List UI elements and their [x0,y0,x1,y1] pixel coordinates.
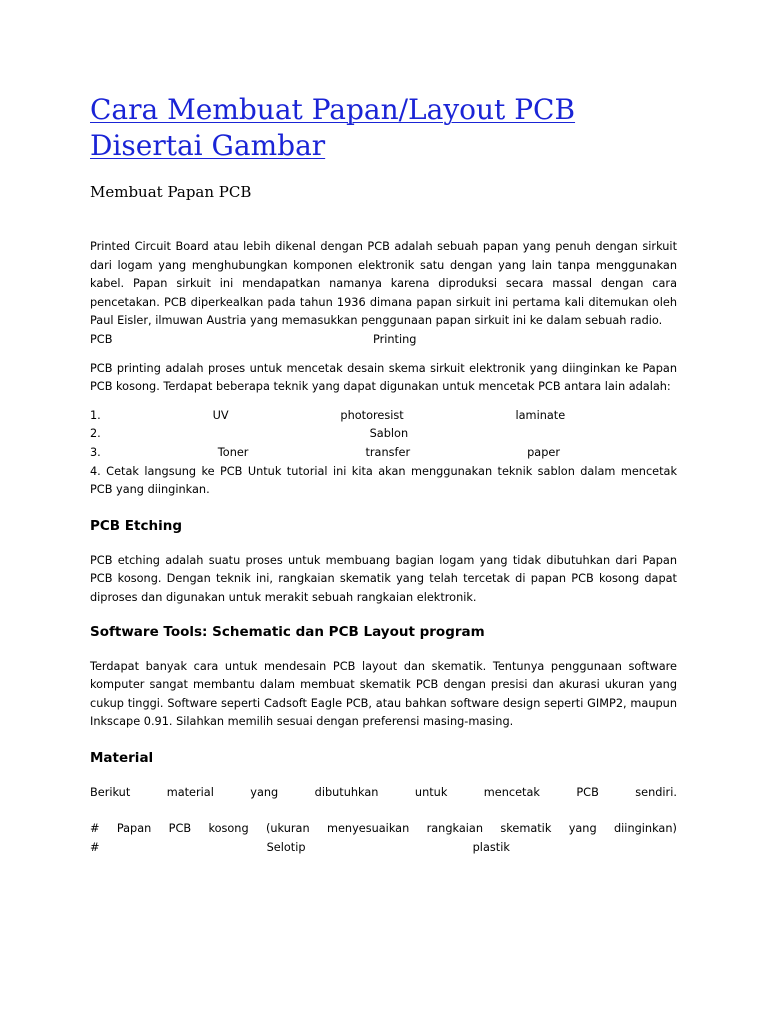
material-word: yang [568,822,597,836]
material-word: (ukuran [265,822,310,836]
word-printing: Printing [372,332,417,346]
list-word: laminate [515,408,566,422]
list-item [90,444,677,463]
material-word: mencetak [483,785,540,799]
intro-paragraph: Printed Circuit Board atau lebih dikenal dengan PCB adalah sebuah papan yang penuh dengan sirkuit dari logam yang menghubungkan komponen elektronik satu dengan yang lain tanpa menggunakan kabel. Papan sirkuit ini mendapatkan namanya karena diproduksi secara massal dengan cara pencetakan. PCB diperkealkan pada tahun 1936 dimana papan sirkuit ini pertama kali ditemukan oleh Paul Eisler, ilmuwan Austria yang memasukkan penggunaan papan sirkuit ini ke dalam sebuah radio. [90,240,677,328]
list-word: Toner [217,445,249,459]
article-subtitle: Membuat Papan PCB [90,183,252,201]
material-intro-line [90,784,677,803]
material-word: PCB [168,822,192,836]
material-heading: Material [90,749,154,766]
list-word: paper [527,445,560,459]
material-item-2 [90,839,677,858]
list-item [90,425,677,444]
material-word: plastik [472,841,510,855]
material-word: sendiri. [635,785,677,799]
pcb-printing-line [90,331,677,350]
bullet: # [90,841,100,855]
material-word: skematik [500,822,552,836]
software-paragraph: Terdapat banyak cara untuk mendesain PCB layout dan skematik. Tentunya penggunaan software komputer sangat membantu dalam membuat skematik PCB dengan presisi dan akurasi ukuran yang cukup tinggi. Software seperti Cadsoft Eagle PCB, atau bahkan software design seperti GIMP2, maupun Inkscape 0.91. Silahkan memilih sesuai dengan preferensi masing-masing. [90,659,677,729]
word-pcb: PCB [90,332,113,346]
etching-heading: PCB Etching [90,517,182,534]
bullet: # [90,822,100,836]
list-word: transfer [365,445,411,459]
list-number: 1. [90,408,101,422]
list-word: photoresist [340,408,404,422]
material-word: menyesuaikan [326,822,410,836]
article-title-link[interactable]: Cara Membuat Papan/Layout PCB Disertai Gambar [90,93,576,162]
material-word: untuk [414,785,448,799]
material-word: diinginkan) [614,822,677,836]
list-word: Sablon [369,427,409,441]
material-word: rangkaian [426,822,483,836]
material-word: Selotip [266,841,306,855]
list-item: 4. Cetak langsung ke PCB Untuk tutorial ini kita akan menggunakan teknik sablon dalam mencetak PCB yang diinginkan. [90,464,677,497]
list-number: 3. [90,445,101,459]
material-word: yang [250,785,279,799]
list-item [90,407,677,426]
software-heading: Software Tools: Schematic dan PCB Layout program [90,623,485,640]
printing-paragraph: PCB printing adalah proses untuk mencetak desain skema sirkuit elektronik yang diinginkan ke Papan PCB kosong. Terdapat beberapa teknik yang dapat digunakan untuk mencetak PCB antara lain adalah: [90,361,677,394]
material-word: PCB [576,785,599,799]
material-item-1 [90,820,677,839]
material-word: material [166,785,214,799]
document-page [90,92,677,858]
material-word: Berikut [90,785,131,799]
material-word: dibutuhkan [314,785,379,799]
etching-paragraph: PCB etching adalah suatu proses untuk membuang bagian logam yang tidak dibutuhkan dari Papan PCB kosong. Dengan teknik ini, rangkaian skematik yang telah tercetak di papan PCB kosong dapat diproses dan digunakan untuk merakit sebuah rangkaian elektronik. [90,553,677,604]
list-word: UV [212,408,229,422]
material-word: kosong [208,822,249,836]
list-number: 2. [90,427,101,441]
material-word: Papan [116,822,152,836]
technique-list [90,407,677,500]
